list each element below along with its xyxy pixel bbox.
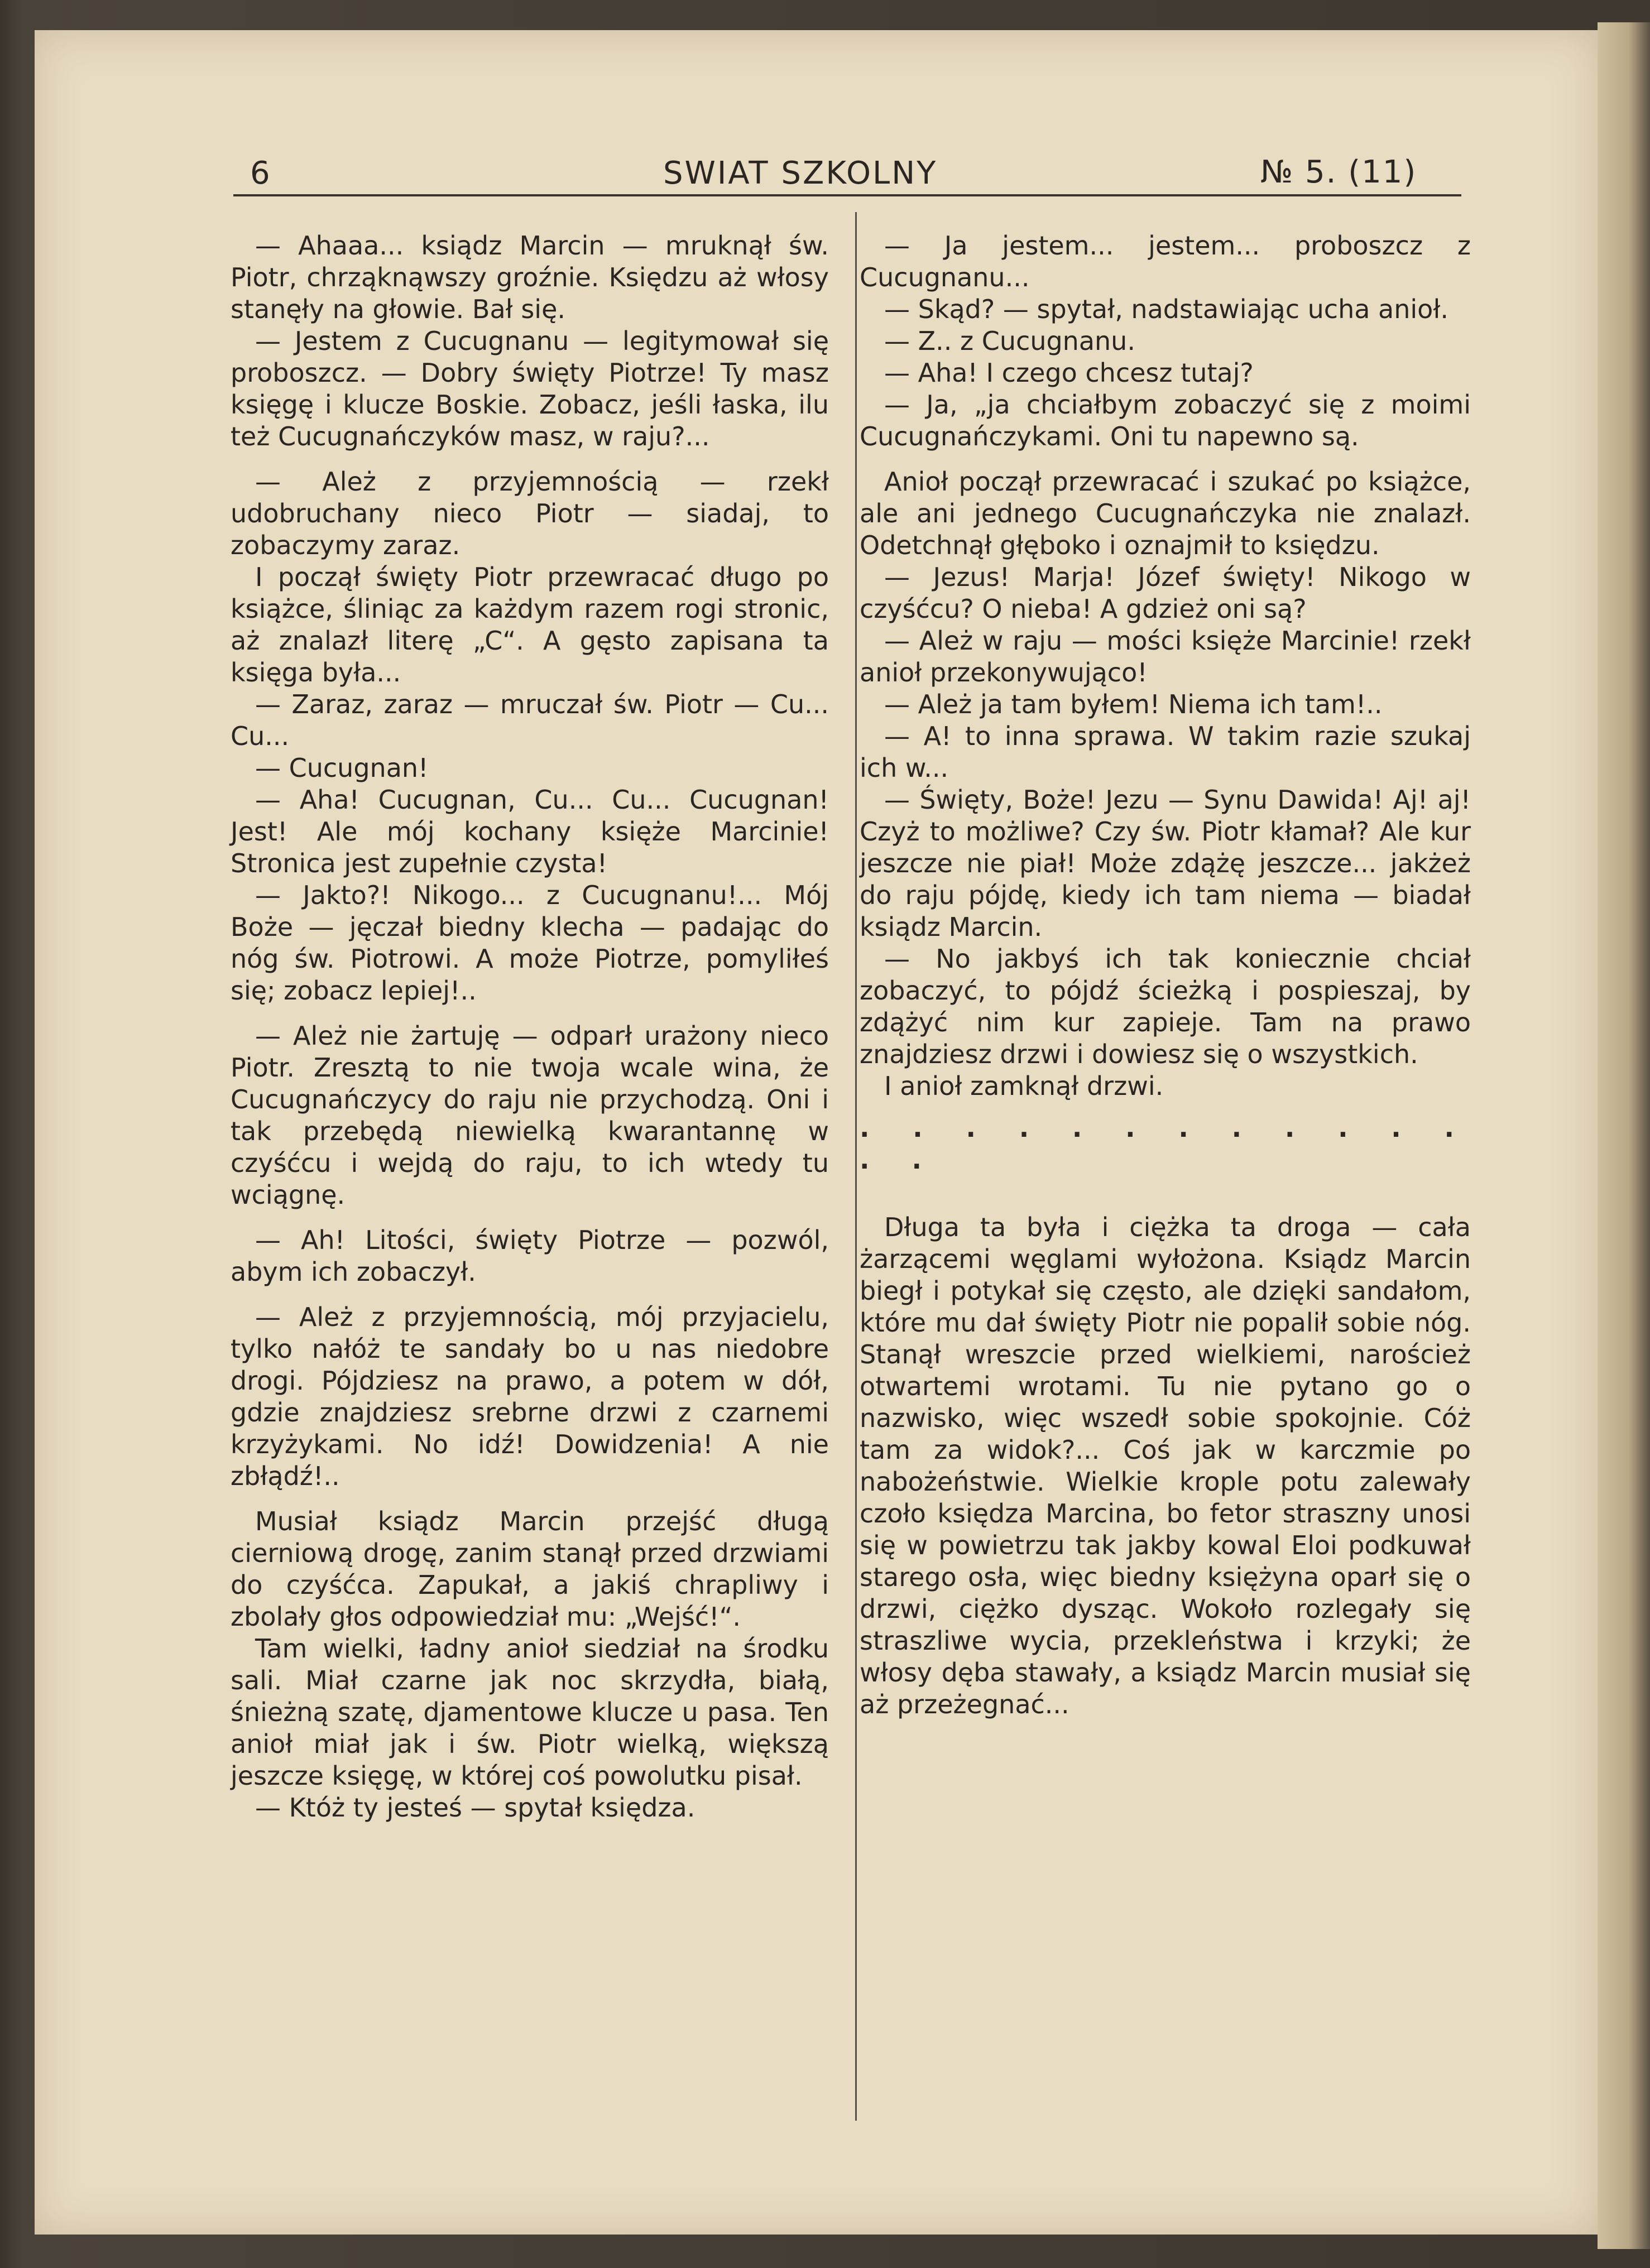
paragraph: — Zaraz, zaraz — mruczał św. Piotr — Cu... Cu... xyxy=(231,689,829,751)
paragraph: Tam wielki, ładny anioł siedział na środku sali. Miał czarne jak noc skrzydła, białą, śnieżną szatę, djamentowe klucze u pasa. Ten anioł miał jak i św. Piotr wielką, większą jeszcze księgę, w której coś powolutku pisał. xyxy=(231,1633,829,1791)
section-separator: . . . . . . . . . . . . . . xyxy=(860,1113,1471,1175)
paragraph: — Ależ nie żartuję — odparł urażony nieco Piotr. Zresztą to nie twoja wcale wina, że Cucugnańczycy do raju nie przychodzą. Oni i tak przebędą niewielką kwarantannę w czyśćcu i wejdą do raju, to ich wtedy tu wciągnę. xyxy=(231,1021,829,1210)
left-column xyxy=(231,230,829,1824)
paragraph: — Jakto?! Nikogo... z Cucugnanu!... Mój Boże — jęczał biedny klecha — padając do nóg św. Piotrowi. A może Piotrze, pomyliłeś się; zobacz lepiej!.. xyxy=(231,880,829,1006)
paragraph: Długa ta była i ciężka ta droga — cała żarzącemi węglami wyłożona. Ksiądz Marcin biegł i potykał się często, ale dzięki sandałom, które mu dał święty Piotr nie popalił sobie nóg. Stanął wreszcie przed wielkiemi, naroścież otwartemi wrotami. Tu nie pytano go o nazwisko, więc wszedł sobie spokojnie. Cóż tam za widok?... Coś jak w karczmie po nabożeństwie. Wielkie krople potu zalewały czoło księdza Marcina, bo fetor straszny unosi się w powietrzu tak jakby kowal Eloi podkuwał starego osła, więc biedny księżyna oparł się o drzwi, ciężko dysząc. Wokoło rozlegały się straszliwe wycia, przekleństwa i krzyki; że włosy dęba stawały, a ksiądz Marcin musiał się aż przeżegnać... xyxy=(860,1212,1471,1719)
paragraph: — Ja, „ja chciałbym zobaczyć się z moimi Cucugnańczykami. Oni tu napewno są. xyxy=(860,390,1471,451)
paragraph: — Aha! I czego chcesz tutaj? xyxy=(884,358,1254,388)
paragraph: I począł święty Piotr przewracać długo po książce, śliniąc za każdym razem rogi stronic, aż znalazł literę „C“. A gęsto zapisana ta księga była... xyxy=(231,562,829,688)
paragraph: — Cucugnan! xyxy=(255,753,429,783)
header-rule xyxy=(233,194,1461,196)
page-edge xyxy=(1598,22,1650,2249)
paragraph: — Jezus! Marja! Józef święty! Nikogo w czyśćcu? O nieba! A gdzież oni są? xyxy=(860,562,1471,624)
paragraph: — Z.. z Cucugnanu. xyxy=(884,326,1135,356)
paragraph: — Ależ z przyjemnością, mój przyjacielu, tylko nałóż te sandały bo u nas niedobre drogi. Pójdziesz na prawo, a potem w dół, gdzie znajdziesz srebrne drzwi z czarnemi krzyżykami. No idź! Dowidzenia! A nie zbłądź!.. xyxy=(231,1302,829,1491)
paragraph: — No jakbyś ich tak koniecznie chciał zobaczyć, to pójdź ścieżką i pospieszaj, by zdążyć nim kur zapieje. Tam na prawo znajdziesz drzwi i dowiesz się o wszystkich. xyxy=(860,944,1471,1069)
right-column xyxy=(860,230,1471,1721)
paragraph: — Jestem z Cucugnanu — legitymował się proboszcz. — Dobry święty Piotrze! Ty masz księgę i klucze Boskie. Zobacz, jeśli łaska, ilu też Cucugnańczyków masz, w raju?... xyxy=(231,326,829,451)
paragraph: — Ależ ja tam byłem! Niema ich tam!.. xyxy=(884,689,1383,719)
paragraph: — Ależ z przyjemnością — rzekł udobruchany nieco Piotr — siadaj, to zobaczymy zaraz. xyxy=(231,467,829,560)
page-header xyxy=(233,150,1461,200)
paragraph: — A! to inna sprawa. W takim razie szukaj ich w... xyxy=(860,721,1471,783)
column-divider xyxy=(855,212,857,2121)
paragraph: — Skąd? — spytał, nadstawiając ucha anioł. xyxy=(884,294,1449,324)
page-number: 6 xyxy=(250,155,270,191)
journal-title: SWIAT SZKOLNY xyxy=(663,155,938,191)
paragraph: — Któż ty jesteś — spytał księdza. xyxy=(255,1793,696,1823)
paragraph: I anioł zamknął drzwi. xyxy=(884,1071,1164,1101)
paragraph: — Ależ w raju — mości księże Marcinie! rzekł anioł przekonywująco! xyxy=(860,626,1471,688)
issue-number: № 5. (11) xyxy=(1260,154,1417,190)
paragraph: — Aha! Cucugnan, Cu... Cu... Cucugnan! Jest! Ale mój kochany księże Marcinie! Stronica jest zupełnie czysta! xyxy=(231,785,829,878)
paragraph: — Ah! Litości, święty Piotrze — pozwól, abym ich zobaczył. xyxy=(231,1225,829,1287)
paragraph: — Ahaaa... ksiądz Marcin — mruknął św. Piotr, chrząknąwszy groźnie. Księdzu aż włosy stanęły na głowie. Bał się. xyxy=(231,230,829,324)
paragraph: Musiał ksiądz Marcin przejść długą cierniową drogę, zanim stanął przed drzwiami do czyśćca. Zapukał, a jakiś chrapliwy i zbolały głos odpowiedział mu: „Wejść!“. xyxy=(231,1506,829,1632)
paragraph: — Święty, Boże! Jezu — Synu Dawida! Aj! aj! Czyż to możliwe? Czy św. Piotr kłamał? Ale kur jeszcze nie piał! Może zdążę jeszcze... jakżeż do raju pójdę, kiedy ich tam niema — biadał ksiądz Marcin. xyxy=(860,785,1471,942)
paragraph: — Ja jestem... jestem... proboszcz z Cucugnanu... xyxy=(860,230,1471,292)
paragraph: Anioł począł przewracać i szukać po książce, ale ani jednego Cucugnańczyka nie znalazł. Odetchnął głęboko i oznajmił to księdzu. xyxy=(860,467,1471,560)
